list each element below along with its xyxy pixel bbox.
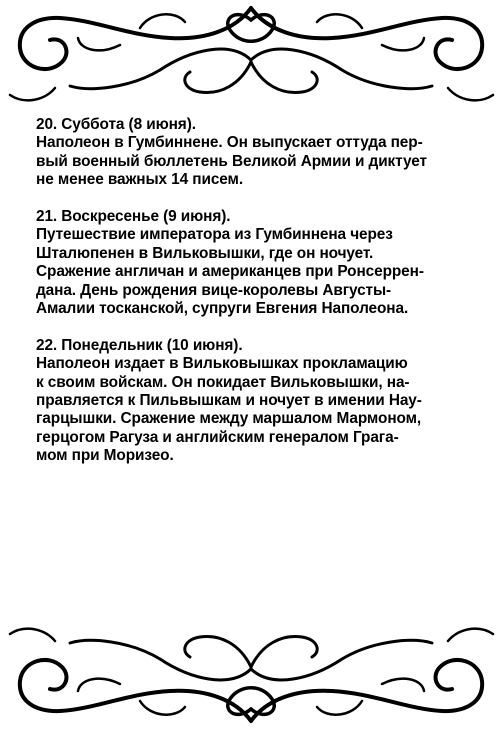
flourish-ornament-icon xyxy=(0,0,503,112)
entry-text-line: Наполеон издает в Вильковышках прокламацию xyxy=(36,355,408,373)
entry-text-line: герцогом Рагуза и английским генералом Грага- xyxy=(36,428,399,446)
entry-text-line: Наполеон в Гумбиннене. Он выпускает оттуда пер- xyxy=(36,134,423,152)
entry-21 xyxy=(36,208,472,318)
entry-text-line: Путешествие императора из Гумбиннена через xyxy=(36,226,393,244)
entry-text-line: правляется к Пильвышкам и ночует в имении Нау- xyxy=(36,392,422,410)
entry-heading: 20. Суббота (8 июня). xyxy=(36,116,196,133)
entry-heading: 21. Воскресенье (9 июня). xyxy=(36,208,231,226)
document-body xyxy=(36,116,472,484)
top-decorative-flourish xyxy=(0,0,503,112)
entry-text-line: мом при Моризео. xyxy=(36,447,174,465)
entry-text-line: Амалии тосканской, супруги Евгения Наполеона. xyxy=(36,300,409,318)
entry-text-line: гарцышки. Сражение между маршалом Мармоном, xyxy=(36,410,422,428)
entry-text-line: к своим войскам. Он покидает Вильковышки, на- xyxy=(36,373,410,391)
entry-text-line: не менее важных 14 писем. xyxy=(36,171,244,189)
entry-text-line: вый военный бюллетень Великой Армии и диктует xyxy=(36,152,427,170)
entry-20 xyxy=(36,116,472,190)
entry-heading: 22. Понедельник (10 июня). xyxy=(36,336,243,354)
entry-text-line: Шталюпенен в Вильковышки, где он ночует. xyxy=(36,244,374,262)
entry-text-line: Сражение англичан и американцев при Ронсеррен- xyxy=(36,263,424,281)
entry-text-line: дана. День рождения вице-королевы Августы- xyxy=(36,281,392,299)
flourish-ornament-icon xyxy=(0,617,503,729)
bottom-decorative-flourish xyxy=(0,617,503,729)
entry-22 xyxy=(36,337,472,466)
